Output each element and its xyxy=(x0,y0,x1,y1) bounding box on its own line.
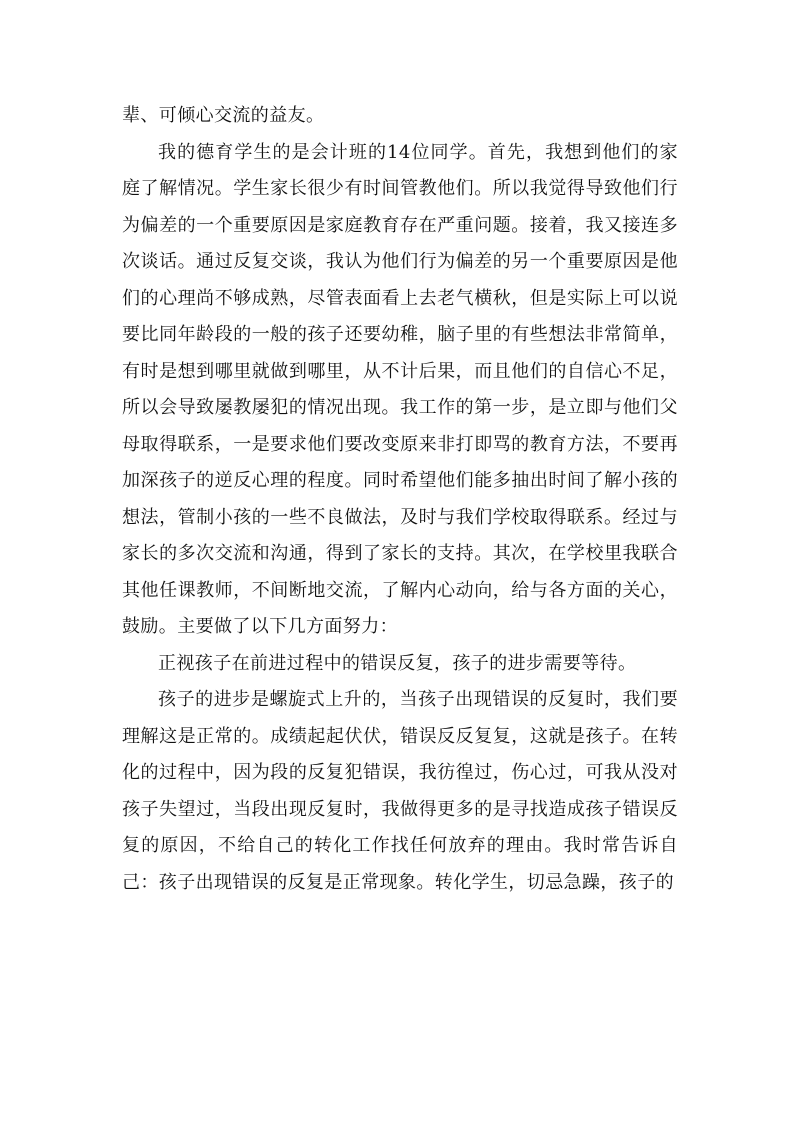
paragraph-student-background: 我的德育学生的是会计班的14位同学。首先，我想到他们的家庭了解情况。学生家长很少有时间管教他们。所以我觉得导致他们行为偏差的一个重要原因是家庭教育存在严重问题。接着，我又接连多次谈话。通过反复交谈，我认为他们行为偏差的另一个重要原因是他们的心理尚不够成熟，尽管表面看上去老气横秋，但是实际上可以说要比同年龄段的一般的孩子还要幼稚，脑子里的有些想法非常简单，有时是想到哪里就做到哪里，从不计后果，而且他们的自信心不足，所以会导致屡教屡犯的情况出现。我工作的第一步，是立即与他们父母取得联系，一是要求他们要改变原来非打即骂的教育方法，不要再加深孩子的逆反心理的程度。同时希望他们能多抽出时间了解小孩的想法，管制小孩的一些不良做法，及时与我们学校取得联系。经过与家长的多次交流和沟通，得到了家长的支持。其次，在学校里我联合其他任课教师，不间断地交流，了解内心动向，给与各方面的关心，鼓励。主要做了以下几方面努力： xyxy=(122,141,678,637)
paragraph-continued: 辈、可倾心交流的益友。 xyxy=(122,105,325,126)
paragraph-progress-spiral: 孩子的进步是螺旋式上升的，当孩子出现错误的反复时，我们要理解这是正常的。成绩起起伏伏，错误反反复复，这就是孩子。在转化的过程中，因为段的反复犯错误，我彷徨过，伤心过，可我从没对孩子失望过，当段出现反复时，我做得更多的是寻找造成孩子错误反复的原因，不给自己的转化工作找任何放弃的理由。我时常告诉自己：孩子出现错误的反复是正常现象。转化学生，切忌急躁，孩子的 xyxy=(122,689,678,893)
paragraph-section-heading: 正视孩子在前进过程中的错误反复，孩子的进步需要等待。 xyxy=(158,652,637,674)
document-body xyxy=(122,98,678,901)
